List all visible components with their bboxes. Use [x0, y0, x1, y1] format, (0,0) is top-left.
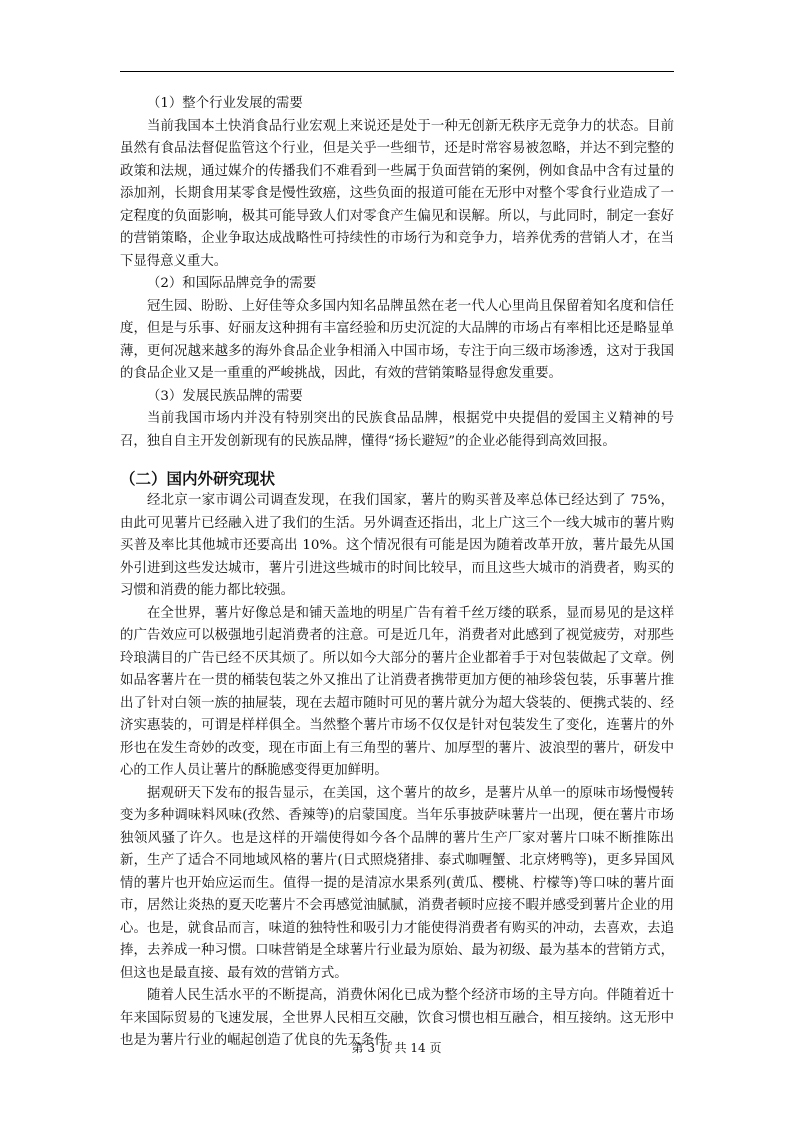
paragraph-beijing-survey: 经北京一家市调公司调查发现，在我们国家，薯片的购买普及率总体已经达到了 75%，由此可见薯片已经融入进了我们的生活。另外调查还指出，北上广这三个一线大城市的薯片购买普及率比其他城市还要高出 10%。这个情况很有可能是因为随着改革开放，薯片最先从国外引进到这些发达城市，薯片引进这些城市的时间比较早，而且这些大城市的消费者，购买的习惯和消费的能力都比较强。	[120, 493, 674, 598]
subsection-label-2: （2）和国际品牌竞争的需要	[147, 276, 317, 291]
header-rule	[120, 71, 674, 72]
paragraph-international-competition: 冠生园、盼盼、上好佳等众多国内知名品牌虽然在老一代人心里尚且保留着知名度和信任度，但是与乐事、好丽友这种拥有丰富经验和历史沉淀的大品牌的市场占有率相比还是略显单薄，更何况越来越多的海外食品企业争相涌入中国市场，专注于向三级市场渗透，这对于我国的食品企业又是一重重的严峻挑战，因此，有效的营销策略显得愈发重要。	[120, 298, 674, 381]
paragraph-industry-needs: 当前我国本土快消食品行业宏观上来说还是处于一种无创新无秩序无竞争力的状态。目前虽然有食品法督促监管这个行业，但是关乎一些细节，还是时常容易被忽略，并达不到完整的政策和法规，通过媒介的传播我们不难看到一些属于负面营销的案例，例如食品中含有过量的添加剂，长期食用某零食是慢性致癌，这些负面的报道可能在无形中对整个零食行业造成了一定程度的负面影响，极其可能导致人们对零食产生偏见和误解。所以，与此同时，制定一套好的营销策略，企业争取达成战略性可持续性的市场行为和竞争力，培养优秀的营销人才，在当下显得意义重大。	[120, 118, 674, 269]
subsection-label-3: （3）发展民族品牌的需要	[147, 388, 303, 404]
paragraph-advertising-packaging: 在全世界，薯片好像总是和铺天盖地的明星广告有着千丝万缕的联系，显而易见的是这样的广告效应可以极强地引起消费者的注意。可是近几年，消费者对此感到了视觉疲劳，对那些玲琅满目的广告已经不厌其烦了。所以如今大部分的薯片企业都着手于对包装做起了文章。例如品客薯片在一贯的桶装包装之外又推出了让消费者携带更加方便的袖珍袋包装，乐事薯片推出了针对白领一族的抽屉装，现在去超市随时可见的薯片就分为超大袋装的、便携式装的、经济实惠装的，可谓是样样俱全。当然整个薯片市场不仅仅是针对包装发生了变化，连薯片的外形也在发生奇妙的改变，现在市面上有三角型的薯片、加厚型的薯片、波浪型的薯片，研发中心的工作人员让薯片的酥脆感变得更加鲜明。	[120, 605, 674, 778]
paragraph-national-brands: 当前我国市场内并没有特别突出的民族食品品牌，根据党中央提倡的爱国主义精神的号召，独自自主开发创新现有的民族品牌，懂得“扬长避短”的企业必能得到高效回报。	[120, 411, 674, 449]
section-heading-research-status: （二）国内外研究现状	[120, 470, 276, 488]
paragraph-flavor-marketing: 据观研天下发布的报告显示，在美国，这个薯片的故乡，是薯片从单一的原味市场慢慢转变为多种调味料风味(孜然、香辣等)的启蒙国度。当年乐事披萨味薯片一出现，便在薯片市场独领风骚了许久。也是这样的开端使得如今各个品牌的薯片生产厂家对薯片口味不断推陈出新，生产了适合不同地域风格的薯片(日式照烧猪排、泰式咖喱蟹、北京烤鸭等)，更多异国风情的薯片也开始应运而生。值得一提的是清凉水果系列(黄瓜、樱桃、柠檬等)等口味的薯片面市，居然让炎热的夏天吃薯片不会再感觉油腻腻，消费者顿时应接不暇并感受到薯片企业的用心。也是，就食品而言，味道的独特性和吸引力才能使得消费者有购买的冲动，去喜欢，去追捧，去养成一种习惯。口味营销是全球薯片行业最为原始、最为初级、最为基本的营销方式，但这也是最直接、最有效的营销方式。	[120, 785, 674, 981]
page-number-footer: 第 3 页 共 14 页	[351, 1041, 442, 1055]
document-body	[120, 93, 674, 1053]
paragraph-living-standards: 随着人民生活水平的不断提高，消费休闲化已成为整个经济市场的主导方向。伴随着近十年来国际贸易的飞速发展，全世界人民相互交融，饮食习惯也相互融合，相互接纳。这无形中也是为薯片行业的崛起创造了优良的先天条件。	[120, 988, 674, 1048]
subsection-label-1: （1）整个行业发展的需要	[147, 96, 303, 111]
